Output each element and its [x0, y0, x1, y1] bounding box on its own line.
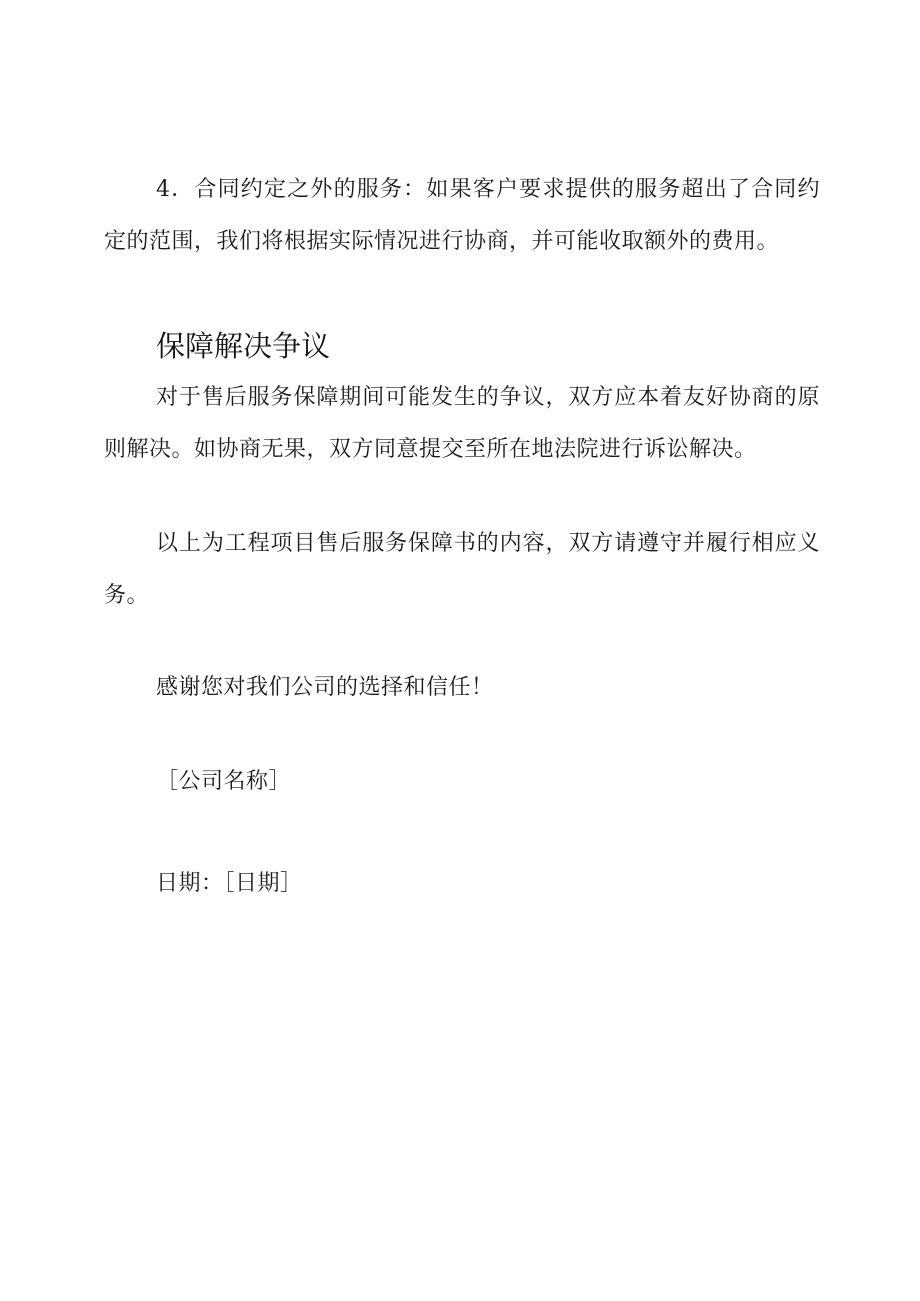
- clause-4-paragraph: 4．合同约定之外的服务：如果客户要求提供的服务超出了合同约定的范围，我们将根据实际情况进行协商，并可能收取额外的费用。: [104, 177, 820, 254]
- company-name-placeholder: ［公司名称］: [156, 769, 292, 794]
- dispute-resolution-paragraph: 对于售后服务保障期间可能发生的争议，双方应本着友好协商的原则解决。如协商无果，双方同意提交至所在地法院进行诉讼解决。: [104, 385, 820, 462]
- date-line: 日期：［日期］: [156, 871, 303, 896]
- thanks-line: 感谢您对我们公司的选择和信任！: [156, 675, 494, 700]
- dispute-resolution-heading: 保障解决争议: [156, 329, 331, 363]
- closing-paragraph: 以上为工程项目售后服务保障书的内容，双方请遵守并履行相应义务。: [104, 531, 820, 608]
